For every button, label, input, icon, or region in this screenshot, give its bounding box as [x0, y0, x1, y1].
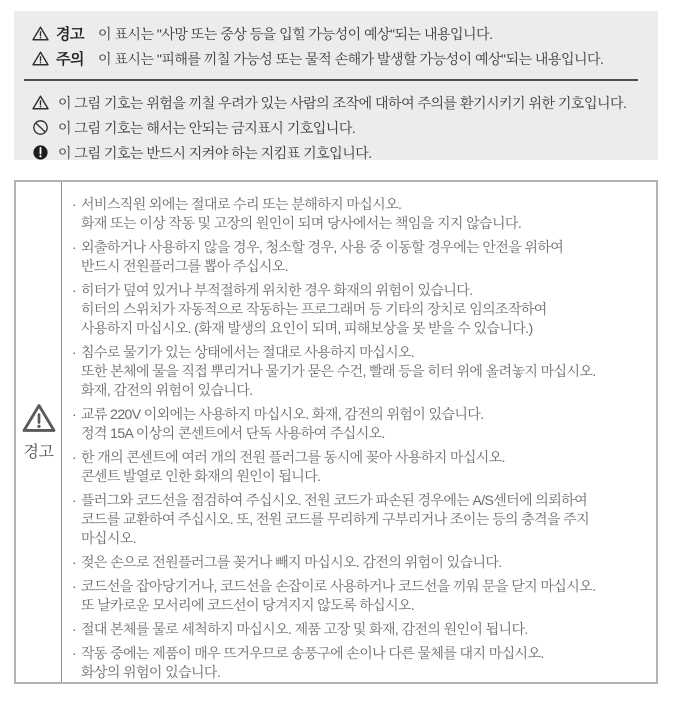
warning-triangle-icon [32, 50, 49, 67]
warning-side-label: 경고 [23, 444, 54, 461]
warning-item-text: 코드선을 잡아당기거나, 코드선을 손잡이로 사용하거나 코드선을 끼워 문을 닫지 마십시오. 또 날카로운 모서리에 코드선이 당겨지지 않도록 하십시오. [81, 578, 596, 613]
bullet-marker: · [72, 282, 77, 298]
legend-severity-text: 이 표시는 "사망 또는 중상 등을 입힐 가능성이 예상"되는 내용입니다. [97, 25, 493, 42]
legend-symbol-row [32, 140, 640, 165]
bullet-marker: · [72, 344, 77, 360]
prohibition-icon [32, 119, 49, 136]
warning-item-text: 침수로 물기가 있는 상태에서는 절대로 사용하지 마십시오. 또한 본체에 물을 직접 뿌리거나 물기가 묻은 수건, 빨래 등을 히터 위에 올려놓지 마십시오. 화재, 감전의 위험이 있습니다. [81, 344, 596, 398]
warning-item [72, 620, 650, 639]
bullet-marker: · [72, 406, 77, 422]
warning-item [72, 644, 650, 682]
legend-severity-rows [32, 21, 640, 71]
warning-item [72, 195, 650, 233]
legend-symbol-row [32, 90, 640, 115]
warning-item [72, 553, 650, 572]
bullet-marker: · [72, 449, 77, 465]
warning-item-text: 한 개의 콘센트에 여러 개의 전원 플러그를 동시에 꽂아 사용하지 마십시오. 콘센트 발열로 인한 화재의 원인이 됩니다. [81, 449, 505, 484]
legend-severity-row [32, 21, 640, 46]
warning-item [72, 491, 650, 548]
legend-symbol-text: 이 그림 기호는 위험을 끼칠 우려가 있는 사람의 조작에 대하여 주의를 환기시키기 위한 기호입니다. [58, 94, 627, 111]
warning-triangle-icon [32, 94, 49, 111]
bullet-marker: · [72, 554, 77, 570]
bullet-marker: · [72, 645, 77, 661]
bullet-marker: · [72, 578, 77, 594]
warning-item-text: 히터가 덮여 있거나 부적절하게 위치한 경우 화재의 위험이 있습니다. 히터의 스위치가 자동적으로 작동하는 프로그래머 등 기타의 장치로 임의조작하여 사용하지 마십시오. (화재 발생의 요인이 되며, 피해보상을 못 받을 수 있습니다.) [81, 282, 547, 336]
legend-severity-text: 이 표시는 "피해를 끼칠 가능성 또는 물적 손해가 발생할 가능성이 예상"되는 내용입니다. [97, 50, 604, 67]
mandatory-icon [32, 144, 49, 161]
legend-divider [24, 79, 638, 81]
warning-item-text: 교류 220V 이외에는 사용하지 마십시오. 화재, 감전의 위험이 있습니다. 정격 15A 이상의 콘센트에서 단독 사용하여 주십시오. [81, 406, 484, 441]
warning-item [72, 281, 650, 338]
legend-box [14, 11, 658, 160]
warning-item-text: 서비스직원 외에는 절대로 수리 또는 분해하지 마십시오. 화재 또는 이상 작동 및 고장의 원인이 되며 당사에서는 책임을 지지 않습니다. [81, 196, 522, 231]
warning-box [14, 180, 658, 684]
legend-symbol-row [32, 115, 640, 140]
warning-item-text: 외출하거나 사용하지 않을 경우, 청소할 경우, 사용 중 이동할 경우에는 안전을 위하여 반드시 전원플러그를 뽑아 주십시오. [81, 239, 564, 274]
warning-triangle-icon [22, 402, 56, 434]
warning-items-list [62, 182, 656, 682]
legend-severity-row [32, 46, 640, 71]
warning-item-text: 플러그와 코드선을 점검하여 주십시오. 전원 코드가 파손된 경우에는 A/S센터에 의뢰하여 코드를 교환하여 주십시오. 또, 전원 코드를 무리하게 구부리거나 조이는 등의 충격을 주지 마십시오. [81, 492, 590, 546]
warning-item [72, 448, 650, 486]
bullet-marker: · [72, 621, 77, 637]
legend-symbol-text: 이 그림 기호는 반드시 지켜야 하는 지킴표 기호입니다. [58, 144, 372, 161]
legend-symbol-rows [32, 90, 640, 165]
bullet-marker: · [72, 492, 77, 508]
warning-item-text: 작동 중에는 제품이 매우 뜨거우므로 송풍구에 손이나 다른 물체를 대지 마십시오. 화상의 위험이 있습니다. [81, 645, 544, 680]
bullet-marker: · [72, 239, 77, 255]
warning-item-text: 절대 본체를 물로 세척하지 마십시오. 제품 고장 및 화재, 감전의 원인이 됩니다. [81, 621, 528, 637]
warning-triangle-icon [32, 25, 49, 42]
warning-item [72, 577, 650, 615]
warning-item [72, 238, 650, 276]
warning-side-column [16, 182, 62, 682]
warning-item [72, 405, 650, 443]
warning-item [72, 343, 650, 400]
bullet-marker: · [72, 196, 77, 212]
legend-severity-label: 경고 [56, 26, 84, 43]
legend-severity-label: 주의 [56, 51, 84, 68]
warning-item-text: 젖은 손으로 전원플러그를 꽂거나 빼지 마십시오. 감전의 위험이 있습니다. [81, 554, 502, 570]
legend-symbol-text: 이 그림 기호는 해서는 안되는 금지표시 기호입니다. [58, 119, 356, 136]
